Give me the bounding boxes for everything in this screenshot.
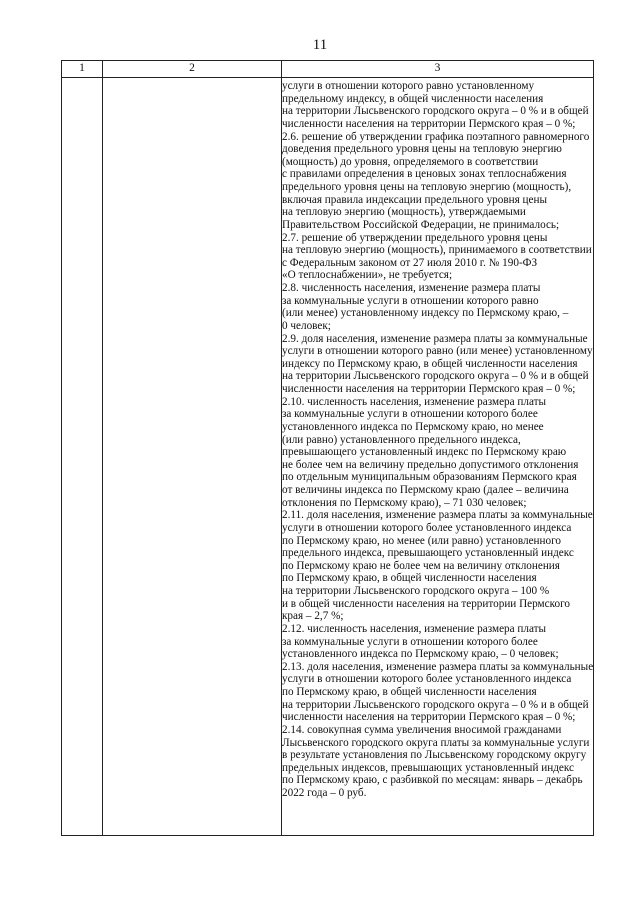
text-line: 2.6. решение об утверждении графика поэтапного равномерного (282, 130, 590, 143)
text-block (116, 78, 593, 800)
text-line: услуги в отношении которого более установленного индекса (282, 521, 572, 534)
text-line: отклонения по Пермскому краю), – 71 030 человек; (282, 496, 527, 509)
text-line: с Федеральным законом от 27 июля 2010 г. № 190-ФЗ (282, 256, 538, 269)
text-line: предельному индексу, в общей численности населения (282, 92, 544, 105)
text-line: на территории Лысьвенского городского округа – 0 % и в общей (282, 105, 589, 118)
text-line: края – 2,7 %; (282, 610, 344, 623)
text-line: по Пермскому краю, в общей численности населения (282, 686, 537, 698)
text-line: по отдельным муниципальным образованиям Пермского края (282, 471, 577, 484)
text-line: на территории Лысьвенского городского округа – 0 % и в общей (282, 370, 589, 383)
text-line: от величины индекса по Пермскому краю (далее – величина (282, 484, 569, 496)
text-line: превышающего установленный индекс по Пермскому краю (282, 446, 567, 459)
text-line: доведения предельного уровня цены на тепловую энергию (282, 143, 562, 156)
text-line: с правилами определения в ценовых зонах теплоснабжения (282, 168, 567, 181)
text-line: численности населения на территории Пермского края – 0 %; (282, 117, 576, 130)
text-line: за коммунальные услуги в отношении которого более (282, 635, 538, 648)
text-line: на тепловую энергию (мощность), утверждаемыми (282, 206, 526, 219)
text-line: 2.10. численность населения, изменение размера платы (282, 395, 547, 408)
text-line: 2.8. численность населения, изменение размера платы (282, 282, 541, 294)
text-line: за коммунальные услуги в отношении которого равно (282, 294, 539, 307)
text-line: не более чем на величину предельно допустимого отклонения (282, 458, 579, 471)
column-3-cell (282, 78, 594, 836)
text-line: предельного индекса, превышающего установленный индекс (282, 547, 574, 560)
text-line: установленного индекса по Пермскому краю, – 0 человек; (282, 648, 559, 661)
text-line: численности населения на территории Пермского края – 0 %; (282, 711, 576, 724)
text-line: (или менее) установленному индексу по Пермскому краю, – (282, 307, 569, 320)
text-line: по Пермскому краю, с разбивкой по месяцам: январь – декабрь (282, 774, 583, 787)
text-line: на территории Лысьвенского городского округа – 100 % (282, 585, 550, 597)
text-line: по Пермскому краю, в общей численности населения (282, 572, 537, 585)
text-line: услуги в отношении которого равно (или менее) установленному (282, 345, 593, 358)
text-line: по Пермскому краю не более чем на величину отклонения (282, 559, 560, 572)
column-header-1: 1 (62, 61, 103, 78)
text-line: на тепловую энергию (мощность), принимаемого в соответствии (282, 244, 592, 257)
text-line: за коммунальные услуги в отношении которого более (282, 408, 538, 421)
table-header-row (62, 61, 594, 78)
page-number: 11 (312, 37, 328, 53)
text-line: 2.14. совокупная сумма увеличения вносимой гражданами (282, 723, 562, 736)
text-line: предельного уровня цены на тепловую энергию (мощность), (282, 181, 572, 193)
text-line: 2.7. решение об утверждении предельного уровня цены (282, 231, 548, 244)
text-line: 2.13. доля населения, изменение размера платы за коммунальные (282, 660, 594, 673)
column-1-cell (62, 78, 103, 836)
text-line: «О теплоснабжении», не требуется; (282, 269, 453, 282)
text-line: услуги в отношении которого равно установленному (282, 80, 535, 92)
document-table (61, 60, 594, 836)
text-line: и в общей численности населения на территории Пермского (282, 597, 570, 610)
text-line: на территории Лысьвенского городского округа – 0 % и в общей (282, 698, 589, 711)
text-line: предельных индексов, превышающих установленный индекс (282, 761, 574, 774)
text-line: Правительством Российской Федерации, не принималось; (282, 218, 560, 231)
text-line: 2.9. доля населения, изменение размера платы за коммунальные (282, 332, 588, 345)
text-line: 2.12. численность населения, изменение размера платы (282, 622, 547, 635)
text-line: включая правила индексации предельного уровня цены (282, 193, 548, 206)
text-line: численности населения на территории Пермского края – 0 %; (282, 383, 576, 395)
text-line: по Пермскому краю, но менее (или равно) установленного (282, 534, 562, 547)
text-line: 2022 года – 0 руб. (282, 787, 367, 799)
text-line: индексу по Пермскому краю, в общей численности населения (282, 357, 578, 370)
column-header-3: 3 (282, 61, 594, 78)
table-body-row (62, 78, 594, 836)
text-line: в результате установления по Лысьвенскому городскому округу (282, 749, 587, 762)
text-line: услуги в отношении которого более установленного индекса (282, 673, 572, 686)
text-line: (или равно) установленного предельного индекса, (282, 433, 521, 446)
text-line: установленного индекса по Пермскому краю, но менее (282, 420, 544, 433)
column-header-2: 2 (103, 61, 282, 78)
text-line: 2.11. доля населения, изменение размера платы за коммунальные (282, 509, 593, 522)
text-line: (мощность) до уровня, определяемого в соответствии (282, 155, 539, 168)
text-line: 0 человек; (282, 319, 331, 332)
text-line: Лысьвенского городского округа платы за коммунальные услуги (282, 736, 590, 749)
